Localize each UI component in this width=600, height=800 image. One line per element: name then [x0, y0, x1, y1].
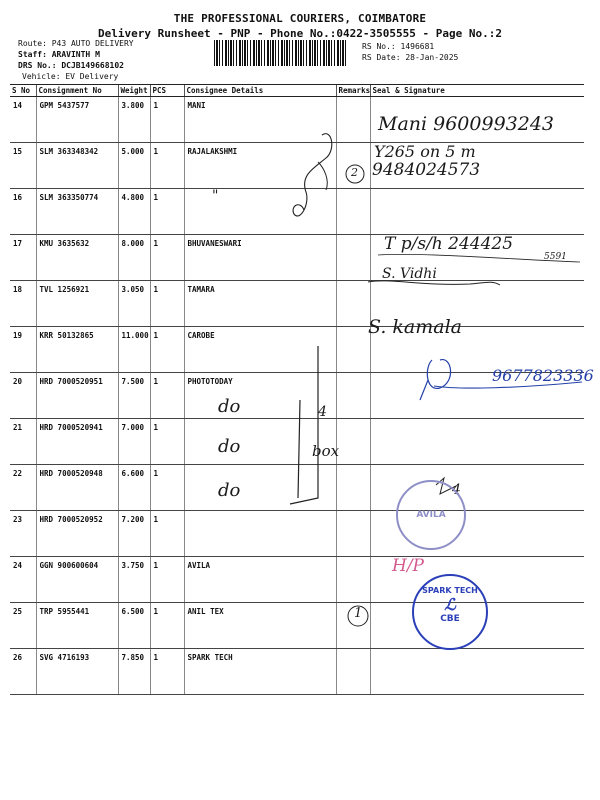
cell-pcs: 1: [150, 97, 184, 143]
handwritten-signature-carobe: S. kamala: [368, 316, 463, 338]
stamp-spark-name: SPARK TECH: [422, 586, 478, 595]
handwritten-signature-mani: Mani 9600993243: [378, 113, 555, 135]
cell-sno: 26: [10, 649, 36, 695]
cell-sno: 15: [10, 143, 36, 189]
cell-consignment: GPM 5437577: [36, 97, 118, 143]
cell-weight: 6.600: [118, 465, 150, 511]
tamara-stroke: [368, 281, 500, 285]
cell-sno: 23: [10, 511, 36, 557]
ditto-mark-16: ": [212, 188, 219, 204]
handwritten-signature-bhuvaneswari: T p/s/h 244425: [384, 234, 514, 254]
cell-pcs: 1: [150, 189, 184, 235]
cell-sno: 21: [10, 419, 36, 465]
col-consignee: Consignee Details: [184, 85, 336, 97]
handwritten-note-bhuvaneswari: 5591: [544, 252, 567, 262]
col-pcs: PCS: [150, 85, 184, 97]
cell-consignment: SVG 4716193: [36, 649, 118, 695]
cell-sno: 24: [10, 557, 36, 603]
cell-consignment: HRD 7000520951: [36, 373, 118, 419]
cell-consignment: HRD 7000520952: [36, 511, 118, 557]
cell-pcs: 1: [150, 281, 184, 327]
header-subtitle: Delivery Runsheet - PNP - Phone No.:0422-3505555 - Page No.:2: [98, 27, 502, 40]
ditto-do-22: do: [218, 436, 241, 457]
stamp-spark-city: CBE: [440, 614, 460, 624]
cell-weight: 3.800: [118, 97, 150, 143]
cell-pcs: 1: [150, 143, 184, 189]
cell-weight: 3.750: [118, 557, 150, 603]
cell-consignment: HRD 7000520941: [36, 419, 118, 465]
cell-weight: 4.800: [118, 189, 150, 235]
cell-weight: 5.000: [118, 143, 150, 189]
ditto-do-23: do: [218, 480, 241, 501]
handwritten-phone-phototoday: 9677823336: [492, 366, 594, 385]
cell-consignment: SLM 363350774: [36, 189, 118, 235]
col-consignment: Consignment No: [36, 85, 118, 97]
cell-pcs: 1: [150, 373, 184, 419]
stamp-spark-tech: [412, 574, 488, 650]
cell-consignee: PHOTOTODAY: [184, 373, 336, 419]
cell-consignment: HRD 7000520948: [36, 465, 118, 511]
handwritten-phone-rajalakshmi: 9484024573: [372, 160, 481, 180]
cell-sno: 18: [10, 281, 36, 327]
handwritten-signature-rajalakshmi: Y265 on 5 m: [374, 142, 476, 161]
remark-circle-15: [346, 165, 364, 183]
cell-sno: 19: [10, 327, 36, 373]
cell-pcs: 1: [150, 419, 184, 465]
cell-sno: 22: [10, 465, 36, 511]
col-weight: Weight: [118, 85, 150, 97]
cell-pcs: 1: [150, 511, 184, 557]
cell-consignee: ANIL TEX: [184, 603, 336, 649]
header-title: THE PROFESSIONAL COURIERS, COIMBATORE: [173, 12, 427, 25]
cell-sno: 25: [10, 603, 36, 649]
handwritten-hp-mark: H/P: [392, 556, 424, 576]
stamp-signature-squiggle: ℒ: [444, 595, 456, 614]
cell-weight: 11.000: [118, 327, 150, 373]
rs-number: RS No.: 1496681: [362, 42, 435, 51]
stamp-avila: AVILA: [396, 480, 466, 550]
cell-consignment: KRR 50132865: [36, 327, 118, 373]
remark-22-box: box: [312, 442, 340, 460]
bhuvaneswari-underline: [378, 254, 580, 262]
vehicle-label: Vehicle: EV Delivery: [22, 72, 119, 81]
col-remarks: Remarks: [336, 85, 370, 97]
phone-underline-20: [434, 382, 582, 388]
cell-weight: 7.000: [118, 419, 150, 465]
cell-consignment: TRP 5955441: [36, 603, 118, 649]
cell-consignee: MANI: [184, 97, 336, 143]
signature-loop-20: [420, 360, 451, 400]
cell-pcs: 1: [150, 603, 184, 649]
remark-26-digit: 1: [354, 606, 363, 621]
cell-pcs: 1: [150, 649, 184, 695]
cell-weight: 7.850: [118, 649, 150, 695]
cell-consignee: AVILA: [184, 557, 336, 603]
cell-pcs: 1: [150, 235, 184, 281]
ditto-do-21: do: [218, 396, 241, 417]
cell-sno: 16: [10, 189, 36, 235]
cell-weight: 8.000: [118, 235, 150, 281]
cell-consignee: CAROBE: [184, 327, 336, 373]
cell-weight: 3.050: [118, 281, 150, 327]
handwritten-signature-tamara: S. Vidhi: [382, 266, 437, 282]
cell-pcs: 1: [150, 465, 184, 511]
cell-consignment: KMU 3635632: [36, 235, 118, 281]
pen-stroke-20-23: [290, 346, 318, 504]
cell-consignee: BHUVANESWARI: [184, 235, 336, 281]
remark-21-digit: 4: [318, 404, 327, 420]
remark-23-digit: 4: [452, 482, 461, 498]
cell-pcs: 1: [150, 327, 184, 373]
rs-date: RS Date: 28-Jan-2025: [362, 53, 459, 62]
cell-weight: 7.500: [118, 373, 150, 419]
cell-consignee: TAMARA: [184, 281, 336, 327]
cell-sno: 20: [10, 373, 36, 419]
cell-consignee: RAJALAKSHMI: [184, 143, 336, 189]
cell-pcs: 1: [150, 557, 184, 603]
cell-consignment: TVL 1256921: [36, 281, 118, 327]
route-label: Route: P43 AUTO DELIVERY: [18, 39, 134, 48]
pen-stroke-15-b: [318, 162, 327, 190]
remark-15-digit: 2: [351, 166, 358, 179]
cell-consignment: GGN 900600604: [36, 557, 118, 603]
cell-consignee: SPARK TECH: [184, 649, 336, 695]
cell-weight: 7.200: [118, 511, 150, 557]
drs-number: DRS No.: DCJB149668102: [18, 61, 124, 70]
remark-circle-26: [348, 606, 368, 626]
cell-weight: 6.500: [118, 603, 150, 649]
cell-sno: 14: [10, 97, 36, 143]
col-sno: S No: [10, 85, 36, 97]
col-signature: Seal & Signature: [370, 85, 584, 97]
staff-label: Staff: ARAVINTH M: [18, 50, 100, 59]
cell-sno: 17: [10, 235, 36, 281]
cell-consignment: SLM 363348342: [36, 143, 118, 189]
